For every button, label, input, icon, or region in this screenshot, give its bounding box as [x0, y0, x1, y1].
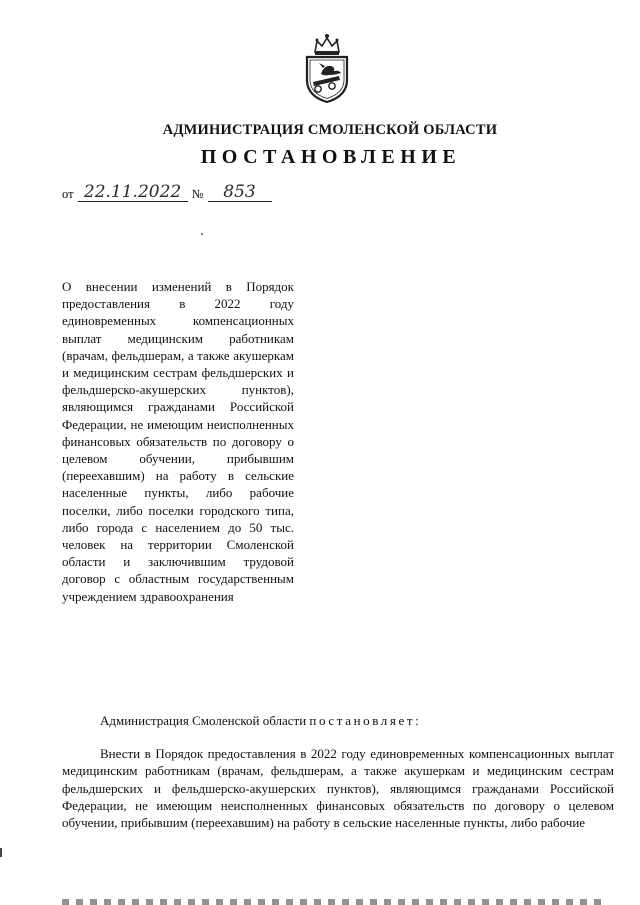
date-number-line — [62, 180, 272, 202]
body-paragraph: Внести в Порядок предоставления в 2022 году единовременных компенсационных выплат медицинским работникам (врачам, фельдшерам, а также акушеркам и медицинским сестрам фельдшерских и фельдшерско-акушерских пунктов), являющимся гражданами Российской Федерации, не имеющим неисполненных финансовых обязательств по договору о целевом обучении, прибывшим (переехавшим) на работу в сельские населенные пункты, либо рабочие — [62, 746, 614, 831]
document-subject: О внесении изменений в Порядок предоставления в 2022 году единовременных компенсационных выплат медицинским работникам (врачам, фельдшерам, а также акушеркам и медицинским сестрам фельдшерских и фельдшерско-акушерских пунктов), являющимся гражданами Российской Федерации, не имеющим неисполненных финансовых обязательств по договору о целевом обучении, прибывшим (переехавшим) на работу в сельские населенные пункты, либо рабочие поселки, либо поселки городского типа, либо города с населением до 50 тыс. человек на территории Смоленской области и заключившим трудовой договор с областным государственным учреждением здравоохранения — [62, 279, 294, 604]
cut-off-next-line — [62, 899, 602, 905]
preamble-text: Администрация Смоленской области — [100, 713, 307, 728]
document-number: 853 — [208, 183, 272, 202]
scan-edge-mark — [0, 848, 2, 857]
number-label: № — [191, 187, 204, 201]
organization-title: АДМИНИСТРАЦИЯ СМОЛЕНСКОЙ ОБЛАСТИ — [162, 122, 498, 138]
scan-dot — [201, 233, 203, 235]
preamble — [100, 712, 421, 729]
document-type-title: ПОСТАНОВЛЕНИЕ — [200, 146, 462, 168]
document-date: 22.11.2022 — [78, 183, 188, 202]
preamble-verb: постановляет: — [309, 713, 422, 728]
from-label: от — [62, 187, 74, 201]
smolensk-coat-of-arms-icon — [299, 32, 355, 104]
